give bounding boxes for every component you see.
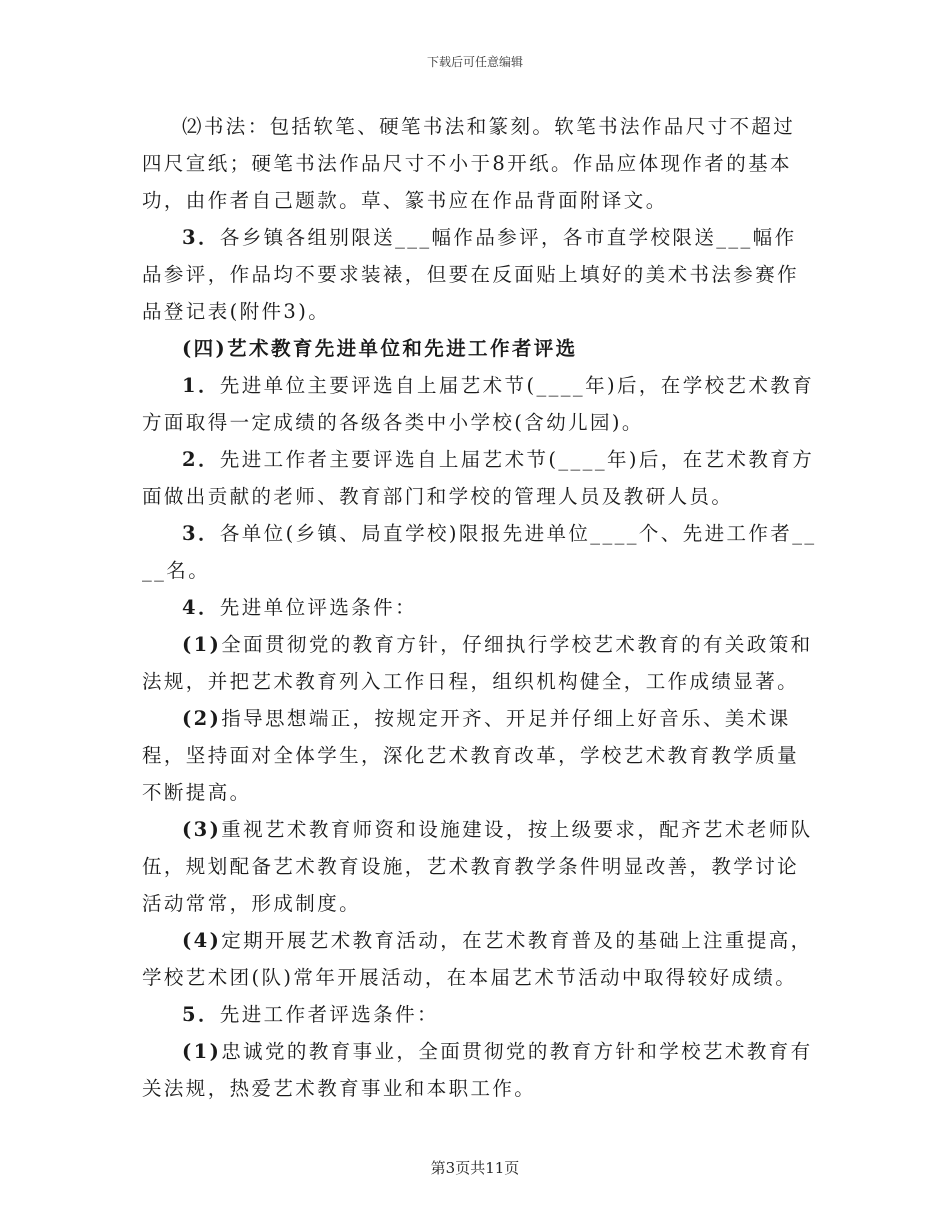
paragraph-advanced-worker [142,441,817,515]
paragraph-text: 各单位(乡镇、局直学校)限报先进单位____个、先进工作者____名。 [142,522,817,582]
paragraph-text: 忠诚党的教育事业，全面贯彻党的教育方针和学校艺术教育有关法规，热爱艺术教育事业和本职工作。 [142,1040,813,1100]
paragraph-number: (2) [182,707,222,730]
paragraph-worker-criteria-1 [142,1033,817,1107]
paragraph-unit-criteria-4 [142,922,817,996]
document-body [142,108,817,1107]
paragraph-unit-criteria-title [142,589,817,626]
paragraph-text: 先进单位主要评选自上届艺术节(____年)后，在学校艺术教育方面取得一定成绩的各级各类中小学校(含幼儿园)。 [142,374,815,434]
paragraph-number: 3． [182,226,220,249]
paragraph-text: 先进单位评选条件： [219,596,417,619]
paragraph-text: 各乡镇各组别限送___幅作品参评，各市直学校限送___幅作品参评，作品均不要求装裱，但要在反面贴上填好的美术书法参赛作品登记表(附件3)。 [142,226,800,323]
paragraph-number: 3． [182,522,220,545]
paragraph-number: (4) [182,929,222,952]
paragraph-text: ⑵书法：包括软笔、硬笔书法和篆刻。软笔书法作品尺寸不超过四尺宣纸；硬笔书法作品尺寸不小于8开纸。作品应体现作者的基本功，由作者自己题款。草、篆书应在作品背面附译文。 [142,115,796,212]
paragraph-calligraphy [142,108,817,219]
section-heading-text: (四)艺术教育先进单位和先进工作者评选 [182,337,578,360]
paragraph-unit-criteria-2 [142,700,817,811]
paragraph-advanced-unit [142,367,817,441]
paragraph-unit-criteria-3 [142,811,817,922]
paragraph-unit-criteria-1 [142,626,817,700]
paragraph-text: 指导思想端正，按规定开齐、开足并仔细上好音乐、美术课程，坚持面对全体学生，深化艺术教育改革，学校艺术教育教学质量不断提高。 [142,707,800,804]
paragraph-number: 5． [182,1003,220,1026]
page-header: 下载后可任意编辑 [426,55,523,69]
paragraph-number: 4． [182,596,220,619]
paragraph-text: 先进工作者评选条件： [219,1003,439,1026]
paragraph-number: (1) [182,633,222,656]
section-heading [142,330,817,367]
paragraph-submission-limit [142,219,817,330]
paragraph-text: 定期开展艺术教育活动，在艺术教育普及的基础上注重提高，学校艺术团(队)常年开展活动，在本届艺术节活动中取得较好成绩。 [142,929,813,989]
page-footer: 第3页共11页 [430,1159,520,1177]
paragraph-text: 先进工作者主要评选自上届艺术节(____年)后，在艺术教育方面做出贡献的老师、教育部门和学校的管理人员及教研人员。 [142,448,815,508]
paragraph-number: 2． [182,448,220,471]
paragraph-text: 重视艺术教育师资和设施建设，按上级要求，配齐艺术老师队伍，规划配备艺术教育设施，艺术教育教学条件明显改善，教学讨论活动常常，形成制度。 [142,818,813,915]
paragraph-worker-criteria-title [142,996,817,1033]
paragraph-text: 全面贯彻党的教育方针，仔细执行学校艺术教育的有关政策和法规，并把艺术教育列入工作日程，组织机构健全，工作成绩显著。 [142,633,813,693]
paragraph-number: 1． [182,374,220,397]
paragraph-number: (3) [182,818,222,841]
paragraph-number: (1) [182,1040,222,1063]
paragraph-quota [142,515,817,589]
